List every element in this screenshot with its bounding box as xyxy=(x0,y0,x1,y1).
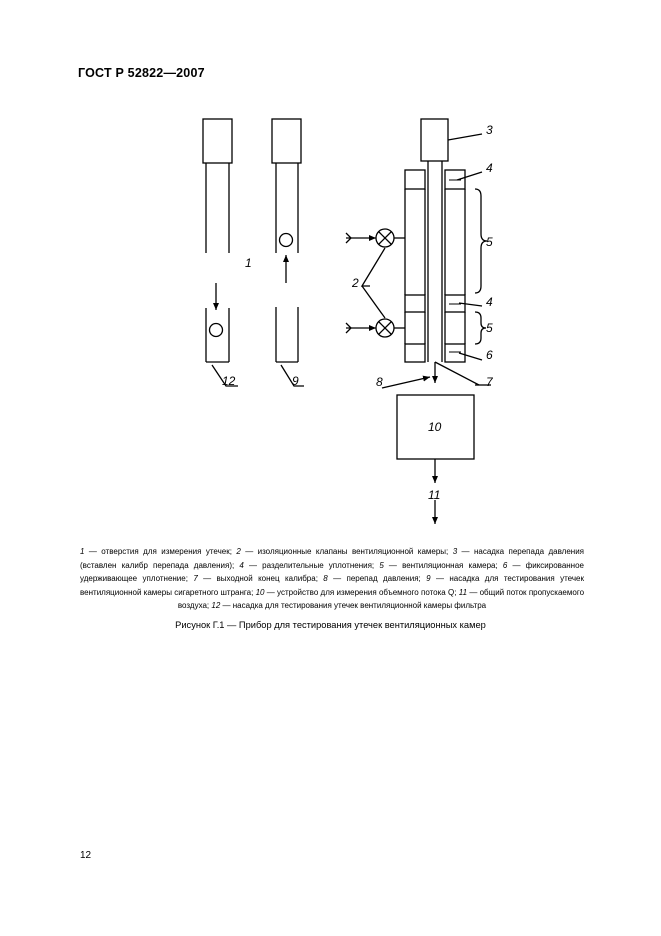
test-ball xyxy=(210,324,223,337)
label-total-flow: 11 xyxy=(428,488,441,502)
pressure-drop-nozzle xyxy=(421,119,448,161)
figure-legend xyxy=(80,545,584,613)
page-number: 12 xyxy=(80,850,92,861)
label-separator-seal-upper: 4 xyxy=(486,161,493,175)
legend-item: 4 — разделительные уплотнения; xyxy=(239,560,380,570)
probe-12-assembly xyxy=(203,119,232,362)
label-flow-meter: 10 xyxy=(428,420,442,434)
legend-item: 9 — насадка для тестирования утечек вентиляционной камеры сигаретного штранга; xyxy=(80,574,584,597)
figure-title: Рисунок Г.1 — Прибор для тестирования утечек вентиляционных камер xyxy=(175,620,486,630)
chamber-bracket-lower xyxy=(475,312,486,344)
legend-item: 5 — вентиляционная камера; xyxy=(379,560,503,570)
label-pressure-nozzle: 3 xyxy=(486,123,493,137)
legend-item: 10 — устройство для измерения объемного потока Q; xyxy=(255,587,459,597)
label-separator-seal-lower: 4 xyxy=(486,295,493,309)
legend-item: 2 — изоляционные клапаны вентиляционной камеры; xyxy=(236,547,453,556)
label-gauge-outlet: 7 xyxy=(486,375,493,389)
legend-item: 7 — выходной конец калибра; xyxy=(193,574,324,584)
legend-item: 11 — общий поток пропускаемого воздуха; xyxy=(177,587,585,611)
legend-item: 6 — фиксированное удерживающее уплотнение; xyxy=(80,560,584,584)
test-ball xyxy=(280,234,293,247)
label-leak-holes: 1 xyxy=(245,256,252,270)
ventilation-chamber-assembly xyxy=(212,119,491,524)
label-vent-chamber-lower: 5 xyxy=(486,321,493,335)
label-isolation-valves: 2 xyxy=(352,276,359,290)
label-rod-probe: 9 xyxy=(292,374,299,388)
probe-top-block xyxy=(272,119,301,163)
document-header: ГОСТ Р 52822—2007 xyxy=(78,66,205,80)
probe-top-block xyxy=(203,119,232,163)
probe-9-assembly xyxy=(272,119,301,362)
label-retaining-seal: 6 xyxy=(486,348,493,362)
label-filter-probe: 12 xyxy=(222,374,236,388)
legend-item: 12 — насадка для тестирования утечек вентиляционной камеры фильтра xyxy=(211,601,487,611)
legend-item: 3 — насадка перепада давления (вставлен калибр перепада давления); xyxy=(80,547,584,570)
legend-item: 8 — перепад давления; xyxy=(323,574,427,584)
legend-item: 1 — отверстия для измерения утечек; xyxy=(80,547,237,556)
label-pressure-drop: 8 xyxy=(376,375,383,389)
label-vent-chamber-upper: 5 xyxy=(486,235,493,249)
